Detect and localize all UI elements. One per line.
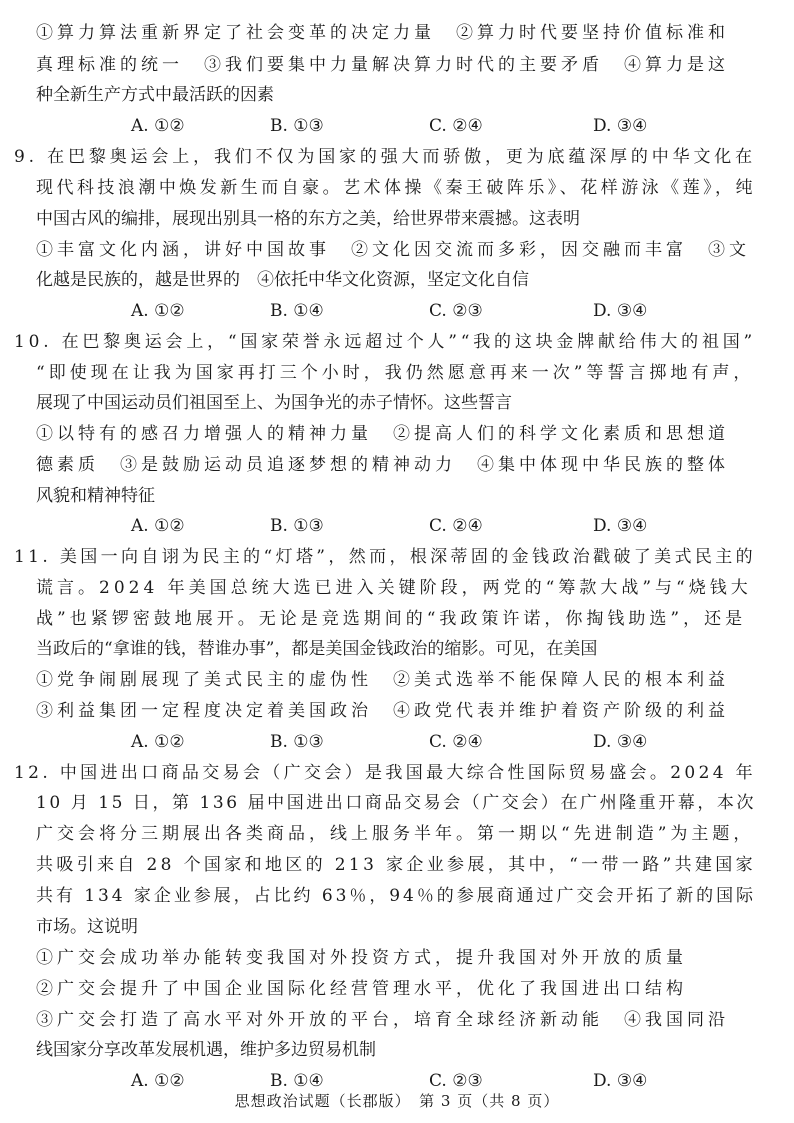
q12-statement-line-3: ③广交会打造了高水平对外开放的平台，培育全球经济新动能 ④我国同沿 bbox=[36, 1010, 729, 1030]
q9-stem-line-1: 9. 在巴黎奥运会上，我们不仅为国家的强大而骄傲，更为底蕴深厚的中华文化在 bbox=[14, 147, 756, 167]
q12-stem-line-3: 广交会将分三期展出各类商品，线上服务半年。第一期以“先进制造”为主题， bbox=[36, 824, 755, 844]
page-footer: 思想政治试题（长郡版） 第 3 页（共 8 页） bbox=[234, 1092, 560, 1110]
q8-statement-line-2: 真理标准的统一 ③我们要集中力量解决算力时代的主要矛盾 ④算力是这 bbox=[36, 55, 729, 75]
q8-choice-c: C. ②④ bbox=[429, 116, 483, 136]
q11-choice-b: B. ①③ bbox=[270, 732, 324, 752]
q8-statement-line-3: 种全新生产方式中最活跃的因素 bbox=[36, 85, 274, 105]
q12-choice-c: C. ②③ bbox=[429, 1071, 483, 1091]
q11-stem-line-2: 谎言。2024 年美国总统大选已进入关键阶段，两党的“筹款大战”与“烧钱大 bbox=[36, 578, 752, 598]
q12-choice-a: A. ①② bbox=[131, 1071, 185, 1091]
q8-choice-a: A. ①② bbox=[131, 116, 185, 136]
q11-choice-a: A. ①② bbox=[131, 732, 185, 752]
q9-choice-b: B. ①④ bbox=[270, 301, 324, 321]
q12-choice-b: B. ①④ bbox=[270, 1071, 324, 1091]
q9-stem-line-3: 中国古风的编排，展现出别具一格的东方之美，给世界带来震撼。这表明 bbox=[36, 209, 580, 229]
q12-statement-line-2: ②广交会提升了中国企业国际化经营管理水平，优化了我国进出口结构 bbox=[36, 979, 687, 999]
q10-statement-line-1: ①以特有的感召力增强人的精神力量 ②提高人们的科学文化素质和思想道 bbox=[36, 424, 729, 444]
q12-choice-d: D. ③④ bbox=[593, 1071, 648, 1091]
q10-choice-b: B. ①③ bbox=[270, 516, 324, 536]
q12-statement-line-4: 线国家分享改革发展机遇，维护多边贸易机制 bbox=[36, 1040, 376, 1060]
q10-stem-line-1: 10. 在巴黎奥运会上，“国家荣誉永远超过个人”“我的这块金牌献给伟大的祖国” bbox=[14, 332, 756, 352]
q12-stem-line-5: 共有 134 家企业参展，占比约 63％，94％的参展商通过广交会开拓了新的国际 bbox=[36, 886, 756, 906]
q12-stem-line-2: 10 月 15 日，第 136 届中国进出口商品交易会（广交会）在广州隆重开幕，本次 bbox=[36, 793, 756, 813]
q9-choices bbox=[0, 296, 794, 326]
q9-stem-line-2: 现代科技浪潮中焕发新生而自豪。艺术体操《秦王破阵乐》、花样游泳《莲》，纯 bbox=[36, 178, 756, 198]
q11-stem-line-1: 11. 美国一向自诩为民主的“灯塔”，然而，根深蒂固的金钱政治戳破了美式民主的 bbox=[14, 547, 756, 567]
q12-stem-line-1: 12. 中国进出口商品交易会（广交会）是我国最大综合性国际贸易盛会。2024 年 bbox=[14, 763, 756, 783]
q10-stem-line-2: “即使现在让我为国家再打三个小时，我仍然愿意再来一次”等誓言掷地有声， bbox=[36, 363, 755, 383]
q10-stem-line-3: 展现了中国运动员们祖国至上、为国争光的赤子情怀。这些誓言 bbox=[36, 393, 512, 413]
q10-choice-d: D. ③④ bbox=[593, 516, 648, 536]
q12-stem-line-4: 共吸引来自 28 个国家和地区的 213 家企业参展，其中，“一带一路”共建国家 bbox=[36, 855, 756, 875]
q11-statement-line-1: ①党争闹剧展现了美式民主的虚伪性 ②美式选举不能保障人民的根本利益 bbox=[36, 670, 729, 690]
q11-choice-c: C. ②④ bbox=[429, 732, 483, 752]
q9-choice-c: C. ②③ bbox=[429, 301, 483, 321]
q8-choice-d: D. ③④ bbox=[593, 116, 648, 136]
q10-choice-c: C. ②④ bbox=[429, 516, 483, 536]
q10-statement-line-3: 风貌和精神特征 bbox=[36, 486, 155, 506]
q11-choices bbox=[0, 727, 794, 757]
q9-statement-line-1: ①丰富文化内涵，讲好中国故事 ②文化因交流而多彩，因交融而丰富 ③文 bbox=[36, 240, 750, 260]
q10-statement-line-2: 德素质 ③是鼓励运动员追逐梦想的精神动力 ④集中体现中华民族的整体 bbox=[36, 455, 729, 475]
q10-choice-a: A. ①② bbox=[131, 516, 185, 536]
q8-choice-b: B. ①③ bbox=[270, 116, 324, 136]
q9-choice-a: A. ①② bbox=[131, 301, 185, 321]
q12-stem-line-6: 市场。这说明 bbox=[36, 917, 138, 937]
q8-choices bbox=[0, 111, 794, 141]
q9-choice-d: D. ③④ bbox=[593, 301, 648, 321]
q12-statement-line-1: ①广交会成功举办能转变我国对外投资方式，提升我国对外开放的质量 bbox=[36, 948, 687, 968]
q11-statement-line-2: ③利益集团一定程度决定着美国政治 ④政党代表并维护着资产阶级的利益 bbox=[36, 701, 729, 721]
q9-statement-line-2: 化越是民族的，越是世界的 ④依托中华文化资源，坚定文化自信 bbox=[36, 270, 529, 290]
q11-stem-line-3: 战”也紧锣密鼓地展开。无论是竞选期间的“我政策许诺，你掏钱助选”，还是 bbox=[36, 609, 747, 629]
q11-stem-line-4: 当政后的“拿谁的钱，替谁办事”，都是美国金钱政治的缩影。可见，在美国 bbox=[36, 639, 598, 659]
q11-choice-d: D. ③④ bbox=[593, 732, 648, 752]
q10-choices bbox=[0, 511, 794, 541]
q8-statement-line-1: ①算力算法重新界定了社会变革的决定力量 ②算力时代要坚持价值标准和 bbox=[36, 23, 729, 43]
